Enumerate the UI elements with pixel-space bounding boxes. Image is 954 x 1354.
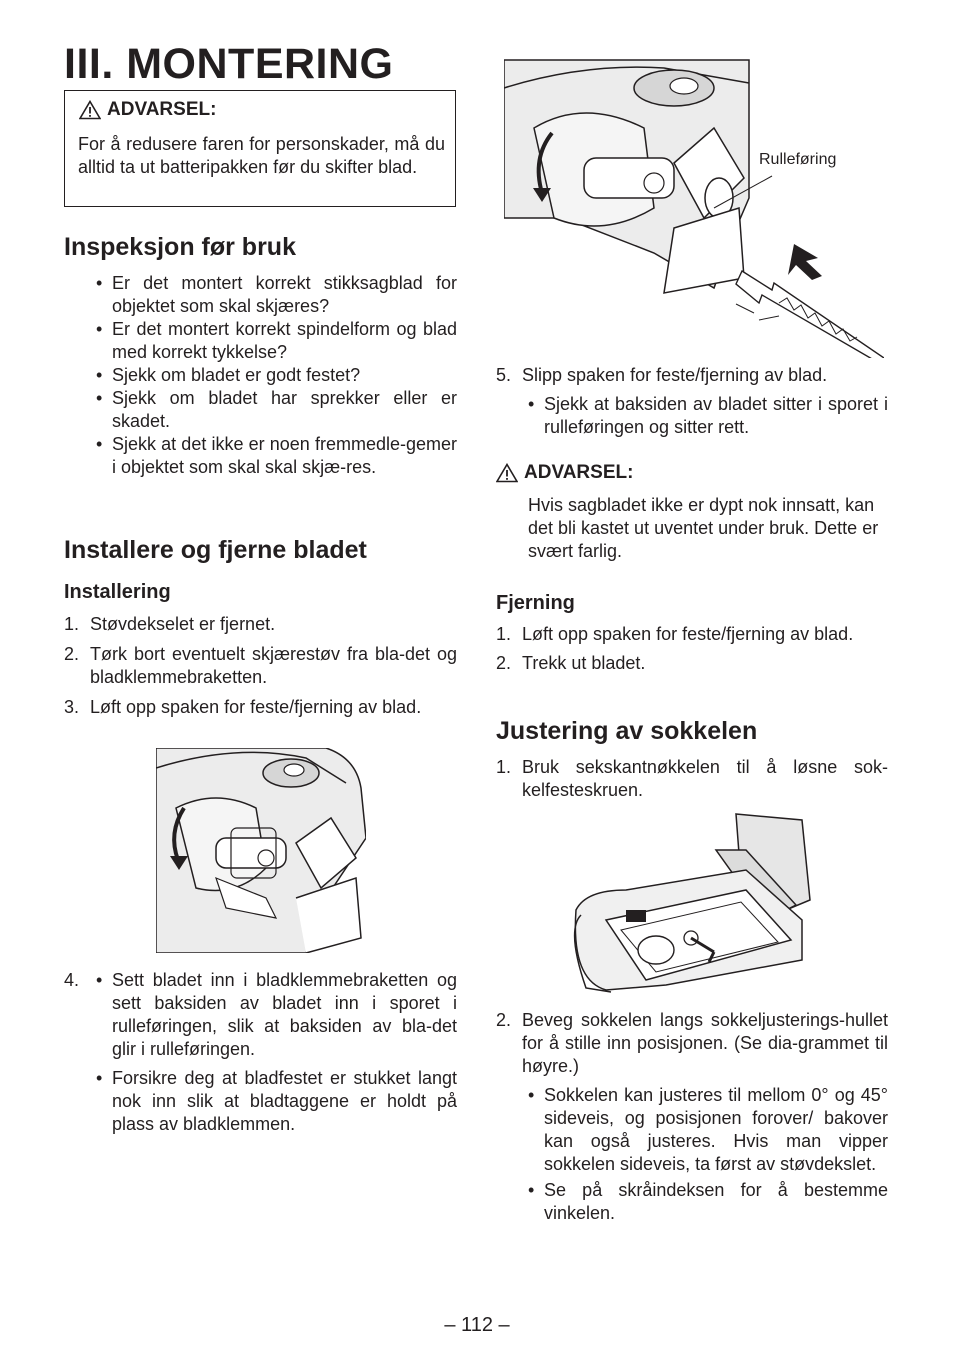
- list-item: 5. Slipp spaken for feste/fjerning av blad.: [496, 365, 828, 385]
- list-item: • Sett bladet inn i bladklemmebraketten og sett baksiden av bladet inn i sporet i rulleføringen, slik at baksiden av bla-det glir i rulleføringen.: [96, 969, 457, 1061]
- warning-text: Hvis sagbladet ikke er dypt nok innsatt, kan det bli kastet ut uventet under bruk. Dette er svært farlig.: [528, 495, 879, 561]
- base-adjust-bullets: [528, 1084, 888, 1225]
- list-item: 2. Beveg sokkelen langs sokkeljusterings-hullet for å stille inn posisjonen. (Se dia-grammet til høyre.): [496, 1010, 888, 1076]
- warning-triangle-icon: [79, 100, 101, 120]
- warning-heading-label: ADVARSEL:: [524, 462, 634, 483]
- inspection-list: [96, 272, 457, 479]
- list-item: • Er det montert korrekt stikksagblad for objektet som skal skjæres?: [96, 272, 457, 318]
- list-item: • Sjekk om bladet er godt festet?: [96, 364, 457, 387]
- blade-insert-figure: [504, 58, 884, 358]
- step5: [496, 364, 888, 387]
- list-item: • Sjekk at det ikke er noen fremmedle-gemer i objektet som skal skal skjæ-res.: [96, 433, 457, 479]
- list-item: 2. Trekk ut bladet.: [496, 653, 646, 673]
- warning-text: For å redusere faren for personskader, må du alltid ta ut batteripakken før du skifter blad.: [78, 134, 445, 177]
- warning-heading: [496, 462, 633, 484]
- base-adjust-figure: [566, 810, 812, 1000]
- list-item: • Sokkelen kan justeres til mellom 0° og 45° sideveis, og posisjonen forover/ bakover kan også justeres. Hvis man vipper sokkelen sideveis, ta først av støvdekslet.: [528, 1084, 888, 1176]
- base-adjust-step1: [496, 756, 888, 802]
- warning-heading: [79, 99, 216, 121]
- page-title: III. MONTERING: [64, 40, 394, 88]
- list-item: 1. Bruk sekskantnøkkelen til å løsne sok-kelfesteskruen.: [496, 757, 888, 800]
- warning-triangle-icon: [496, 463, 518, 483]
- step4-list: [96, 969, 457, 1136]
- install-remove-heading: Installere og fjerne bladet: [64, 536, 367, 564]
- inspection-heading: Inspeksjon før bruk: [64, 233, 296, 261]
- base-adjust-heading: Justering av sokkelen: [496, 717, 758, 745]
- install-subheading: Installering: [64, 581, 171, 603]
- install-steps: [64, 613, 457, 719]
- warning-box: [64, 90, 456, 207]
- list-item: 3. Løft opp spaken for feste/fjerning av blad.: [64, 697, 422, 717]
- warning-heading-label: ADVARSEL:: [107, 99, 217, 120]
- list-item: • Se på skråindeksen for å bestemme vinkelen.: [528, 1179, 888, 1225]
- removal-steps: [496, 623, 888, 675]
- list-item: • Er det montert korrekt spindelform og blad med korrekt tykkelse?: [96, 318, 457, 364]
- list-item: • Sjekk om bladet har sprekker eller er skadet.: [96, 387, 457, 433]
- step5-list: [528, 393, 888, 439]
- list-item: 2. Tørk bort eventuelt skjærestøv fra bla-det og bladklemmebraketten.: [64, 644, 457, 687]
- figure-label: Rulleføring: [759, 151, 837, 168]
- list-item: 1. Støvdekselet er fjernet.: [64, 614, 276, 634]
- lever-lift-figure: [156, 748, 366, 953]
- list-item: • Forsikre deg at bladfestet er stukket langt nok inn slik at bladtaggene er holdt på plass av bladklemmen.: [96, 1067, 457, 1136]
- base-adjust-step2: [496, 1009, 888, 1078]
- list-item: 1. Løft opp spaken for feste/fjerning av blad.: [496, 624, 854, 644]
- step-number: 4.: [64, 970, 80, 990]
- page-number: – 112 –: [444, 1314, 510, 1336]
- list-item: • Sjekk at baksiden av bladet sitter i sporet i rulleføringen og sitter rett.: [528, 393, 888, 439]
- removal-subheading: Fjerning: [496, 592, 575, 614]
